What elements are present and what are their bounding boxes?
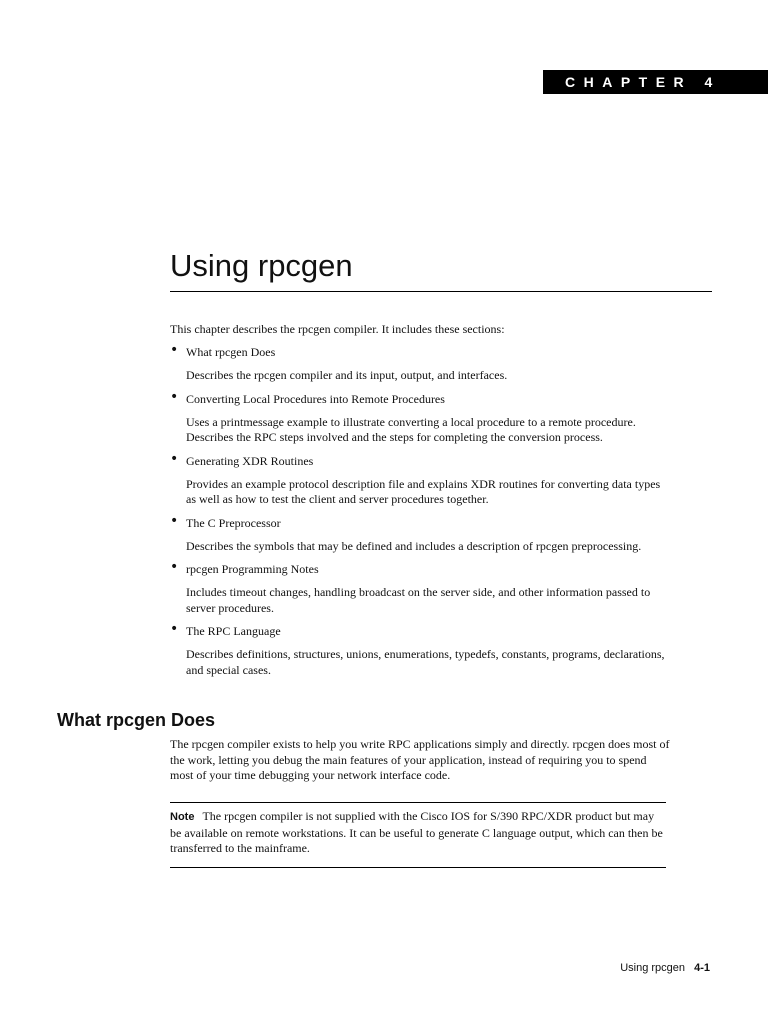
section-list: [170, 342, 670, 686]
section-item-title: The C Preprocessor: [186, 515, 281, 530]
footer-chapter-title: Using rpcgen: [620, 962, 686, 974]
note-box: [170, 802, 666, 868]
section-item-description: Includes timeout changes, handling broadcast on the server side, and other information passed to server procedures.: [186, 585, 651, 615]
section-item-description: Describes the rpcgen compiler and its input, output, and interfaces.: [186, 368, 508, 382]
section-heading: What rpcgen Does: [57, 710, 216, 730]
bullet-icon: •: [170, 621, 179, 637]
title-rule: [170, 291, 712, 292]
section-item-what-rpcgen-does: [170, 342, 670, 384]
section-item-description: Describes the symbols that may be defined and includes a description of rpcgen preprocessing.: [186, 538, 642, 553]
page-footer: [620, 961, 710, 976]
section-item-programming-notes: [170, 559, 670, 616]
section-item-c-preprocessor: [170, 512, 670, 555]
page-title: Using rpcgen: [170, 248, 353, 283]
section-item-title: Generating XDR Routines: [186, 453, 314, 468]
section-item-description: Provides an example protocol description file and explains XDR routines for converting data types as well as how to test the client and server procedures together.: [186, 476, 661, 506]
bullet-icon: •: [170, 559, 179, 575]
intro-paragraph: This chapter describes the rpcgen compiler. It includes these sections:: [170, 322, 505, 336]
section-item-rpc-language: [170, 621, 670, 678]
note-label: Note: [170, 811, 195, 823]
bullet-icon: •: [170, 450, 179, 467]
section-item-description: Describes definitions, structures, unions, enumerations, typedefs, constants, programs, declarations, and special cases.: [186, 647, 665, 677]
note-text: The rpcgen compiler is not supplied with the Cisco IOS for S/390 RPC/XDR product but may be available on remote workstations. It can be useful to generate C language output, which can then be transferred to the mainframe.: [170, 809, 663, 855]
footer-page-number: 4-1: [694, 962, 710, 974]
bullet-icon: •: [170, 512, 179, 529]
bullet-icon: •: [170, 388, 179, 405]
section-item-title: Converting Local Procedures into Remote Procedures: [186, 391, 445, 406]
section-item-description: Uses a printmessage example to illustrate converting a local procedure to a remote procedure. Describes the RPC steps involved and the steps for completing the conversion process.: [186, 414, 636, 444]
section-item-title: What rpcgen Does: [186, 345, 276, 359]
section-item-title: The RPC Language: [186, 624, 281, 638]
section-item-converting-procedures: [170, 388, 670, 446]
section-item-generating-xdr: [170, 450, 670, 508]
bullet-icon: •: [170, 342, 179, 358]
section-item-title: rpcgen Programming Notes: [186, 562, 319, 576]
chapter-banner: CHAPTER 4: [543, 70, 768, 94]
body-paragraph: The rpcgen compiler exists to help you write RPC applications simply and directly. rpcgen does most of the work, letting you debug the main features of your application, instead of requiring you to spend most of your time debugging your network interface code.: [170, 737, 670, 782]
